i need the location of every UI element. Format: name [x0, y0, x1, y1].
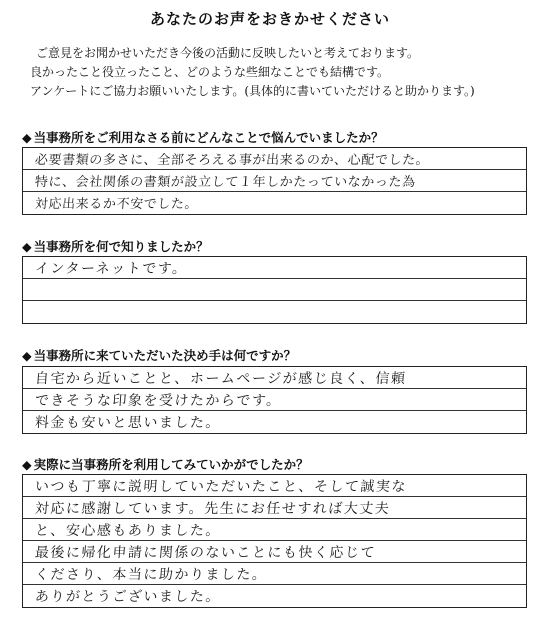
answer-line: ありがとうございました。: [34, 589, 222, 605]
question-heading: ◆ 実際に当事務所を利用してみていかがでしたか？: [22, 457, 309, 472]
page-title: あなたのお声をおきかせください: [149, 10, 390, 28]
answer-box: [22, 256, 527, 324]
answer-line: 対応に感謝しています。先生にお任せすれば大丈夫: [23, 497, 526, 519]
answer-line: できそうな印象を受けたからです。: [23, 389, 526, 411]
answer-line: 特に、会社関係の書類が設立して１年しかたっていなかった為: [23, 170, 526, 192]
question-heading: ◆ 当事務所に来ていただいた決め手は何ですか？: [22, 348, 297, 363]
diamond-bullet-icon: ◆: [22, 239, 32, 254]
diamond-bullet-icon: ◆: [22, 457, 32, 472]
answer-box: [22, 147, 527, 215]
question-heading: ◆ 当事務所を何で知りましたか？: [22, 239, 209, 254]
answer-line: インターネットです。: [23, 257, 526, 279]
answer-line: [23, 301, 526, 323]
answer-line: 必要書類の多さに、全部そろえる事が出来るのか、心配でした。: [23, 148, 526, 170]
answer-line: 料金も安いと思いました。: [34, 415, 222, 431]
answer-line: 対応出来るか不安でした。: [34, 197, 199, 212]
answer-line: [23, 279, 526, 301]
intro-line: アンケートにご協力お願いいたします。(具体的に書いていただけると助かります。): [30, 84, 475, 98]
answer-line: いつも丁寧に説明していただいたこと、そして誠実な: [23, 475, 526, 497]
answer-box: [22, 366, 527, 434]
answer-line: 最後に帰化申請に関係のないことにも快く応じて: [23, 541, 526, 563]
question-heading: ◆ 当事務所をご利用なさる前にどんなことで悩んでいましたか？: [22, 130, 384, 145]
intro-line: 良かったこと役立ったこと、どのような些細なことでも結構です。: [30, 65, 390, 79]
answer-box: [22, 474, 527, 608]
intro-line: ご意見をお聞かせいただき今後の活動に反映したいと考えております。: [36, 46, 420, 60]
intro-text: [30, 44, 530, 101]
answer-line: 自宅から近いことと、ホームページが感じ良く、信頼: [23, 367, 526, 389]
answer-line: くださり、本当に助かりました。: [23, 563, 526, 585]
diamond-bullet-icon: ◆: [22, 130, 32, 145]
answer-line: と、安心感もありました。: [23, 519, 526, 541]
diamond-bullet-icon: ◆: [22, 348, 32, 363]
